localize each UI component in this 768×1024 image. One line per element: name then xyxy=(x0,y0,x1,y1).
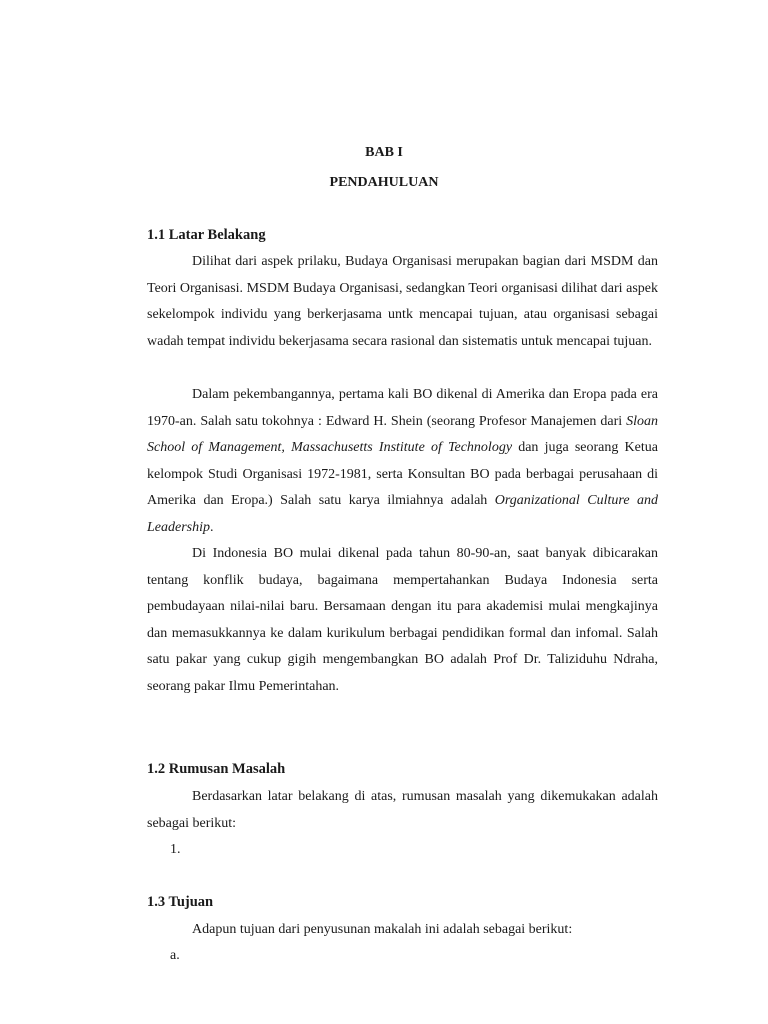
section-heading-rumusan-masalah: 1.2 Rumusan Masalah xyxy=(147,761,286,777)
chapter-number: BAB I xyxy=(365,145,403,160)
section-heading-tujuan: 1.3 Tujuan xyxy=(147,894,214,910)
paragraph-2 xyxy=(147,382,658,542)
paragraph-3: Di Indonesia BO mulai dikenal pada tahun 80-90-an, saat banyak dibicarakan tentang konflik budaya, bagaimana mempertahankan Budaya Indonesia serta pembudayaan nilai-nilai baru. Bersamaan dengan itu para akademisi mulai mengkajinya dan memasukkannya ke dalam kurikulum berbagai pendidikan formal dan infomal. Salah satu pakar yang cukup gigih mengembangkan BO adalah Prof Dr. Taliziduhu Ndraha, seorang pakar Ilmu Pemerintahan. xyxy=(147,546,658,694)
paragraph-1: Dilihat dari aspek prilaku, Budaya Organisasi merupakan bagian dari MSDM dan Teori Organisasi. MSDM Budaya Organisasi, sedangkan Teori organisasi dilihat dari aspek sekelompok individu yang berkerjasama untk mencapai tujuan, atau organisasi sebagai wadah tempat individu bekerjasama secara rasional dan sistematis untuk mencapai tujuan. xyxy=(147,254,658,349)
list-item-marker-a: a. xyxy=(170,948,180,963)
paragraph-4: Berdasarkan latar belakang di atas, rumusan masalah yang dikemukakan adalah sebagai berikut: xyxy=(147,789,658,831)
paragraph-5: Adapun tujuan dari penyusunan makalah ini adalah sebagai berikut: xyxy=(192,922,573,937)
paragraph-2-italic-institution: Sloan School of Management, Massachusetts Institute of Technology xyxy=(147,413,658,456)
paragraph-2-text-b: dan juga seorang Ketua kelompok Studi Organisasi 1972-1981, serta Konsultan BO pada berbagai perusahaan di Amerika dan Eropa.) Salah satu karya ilmiahnya adalah xyxy=(147,440,658,509)
section-heading-latar-belakang: 1.1 Latar Belakang xyxy=(147,227,266,243)
paragraph-2-text-c: . xyxy=(210,519,214,535)
chapter-title: PENDAHULUAN xyxy=(329,175,439,190)
list-item-marker-1: 1. xyxy=(170,842,181,857)
paragraph-2-italic-book: Organizational Culture and Leadership xyxy=(147,493,658,535)
paragraph-2-text-a: Dalam pekembangannya, pertama kali BO dikenal di Amerika dan Eropa pada era 1970-an. Salah satu tokohnya : Edward H. Shein (seorang Profesor Manajemen dari xyxy=(147,387,658,429)
